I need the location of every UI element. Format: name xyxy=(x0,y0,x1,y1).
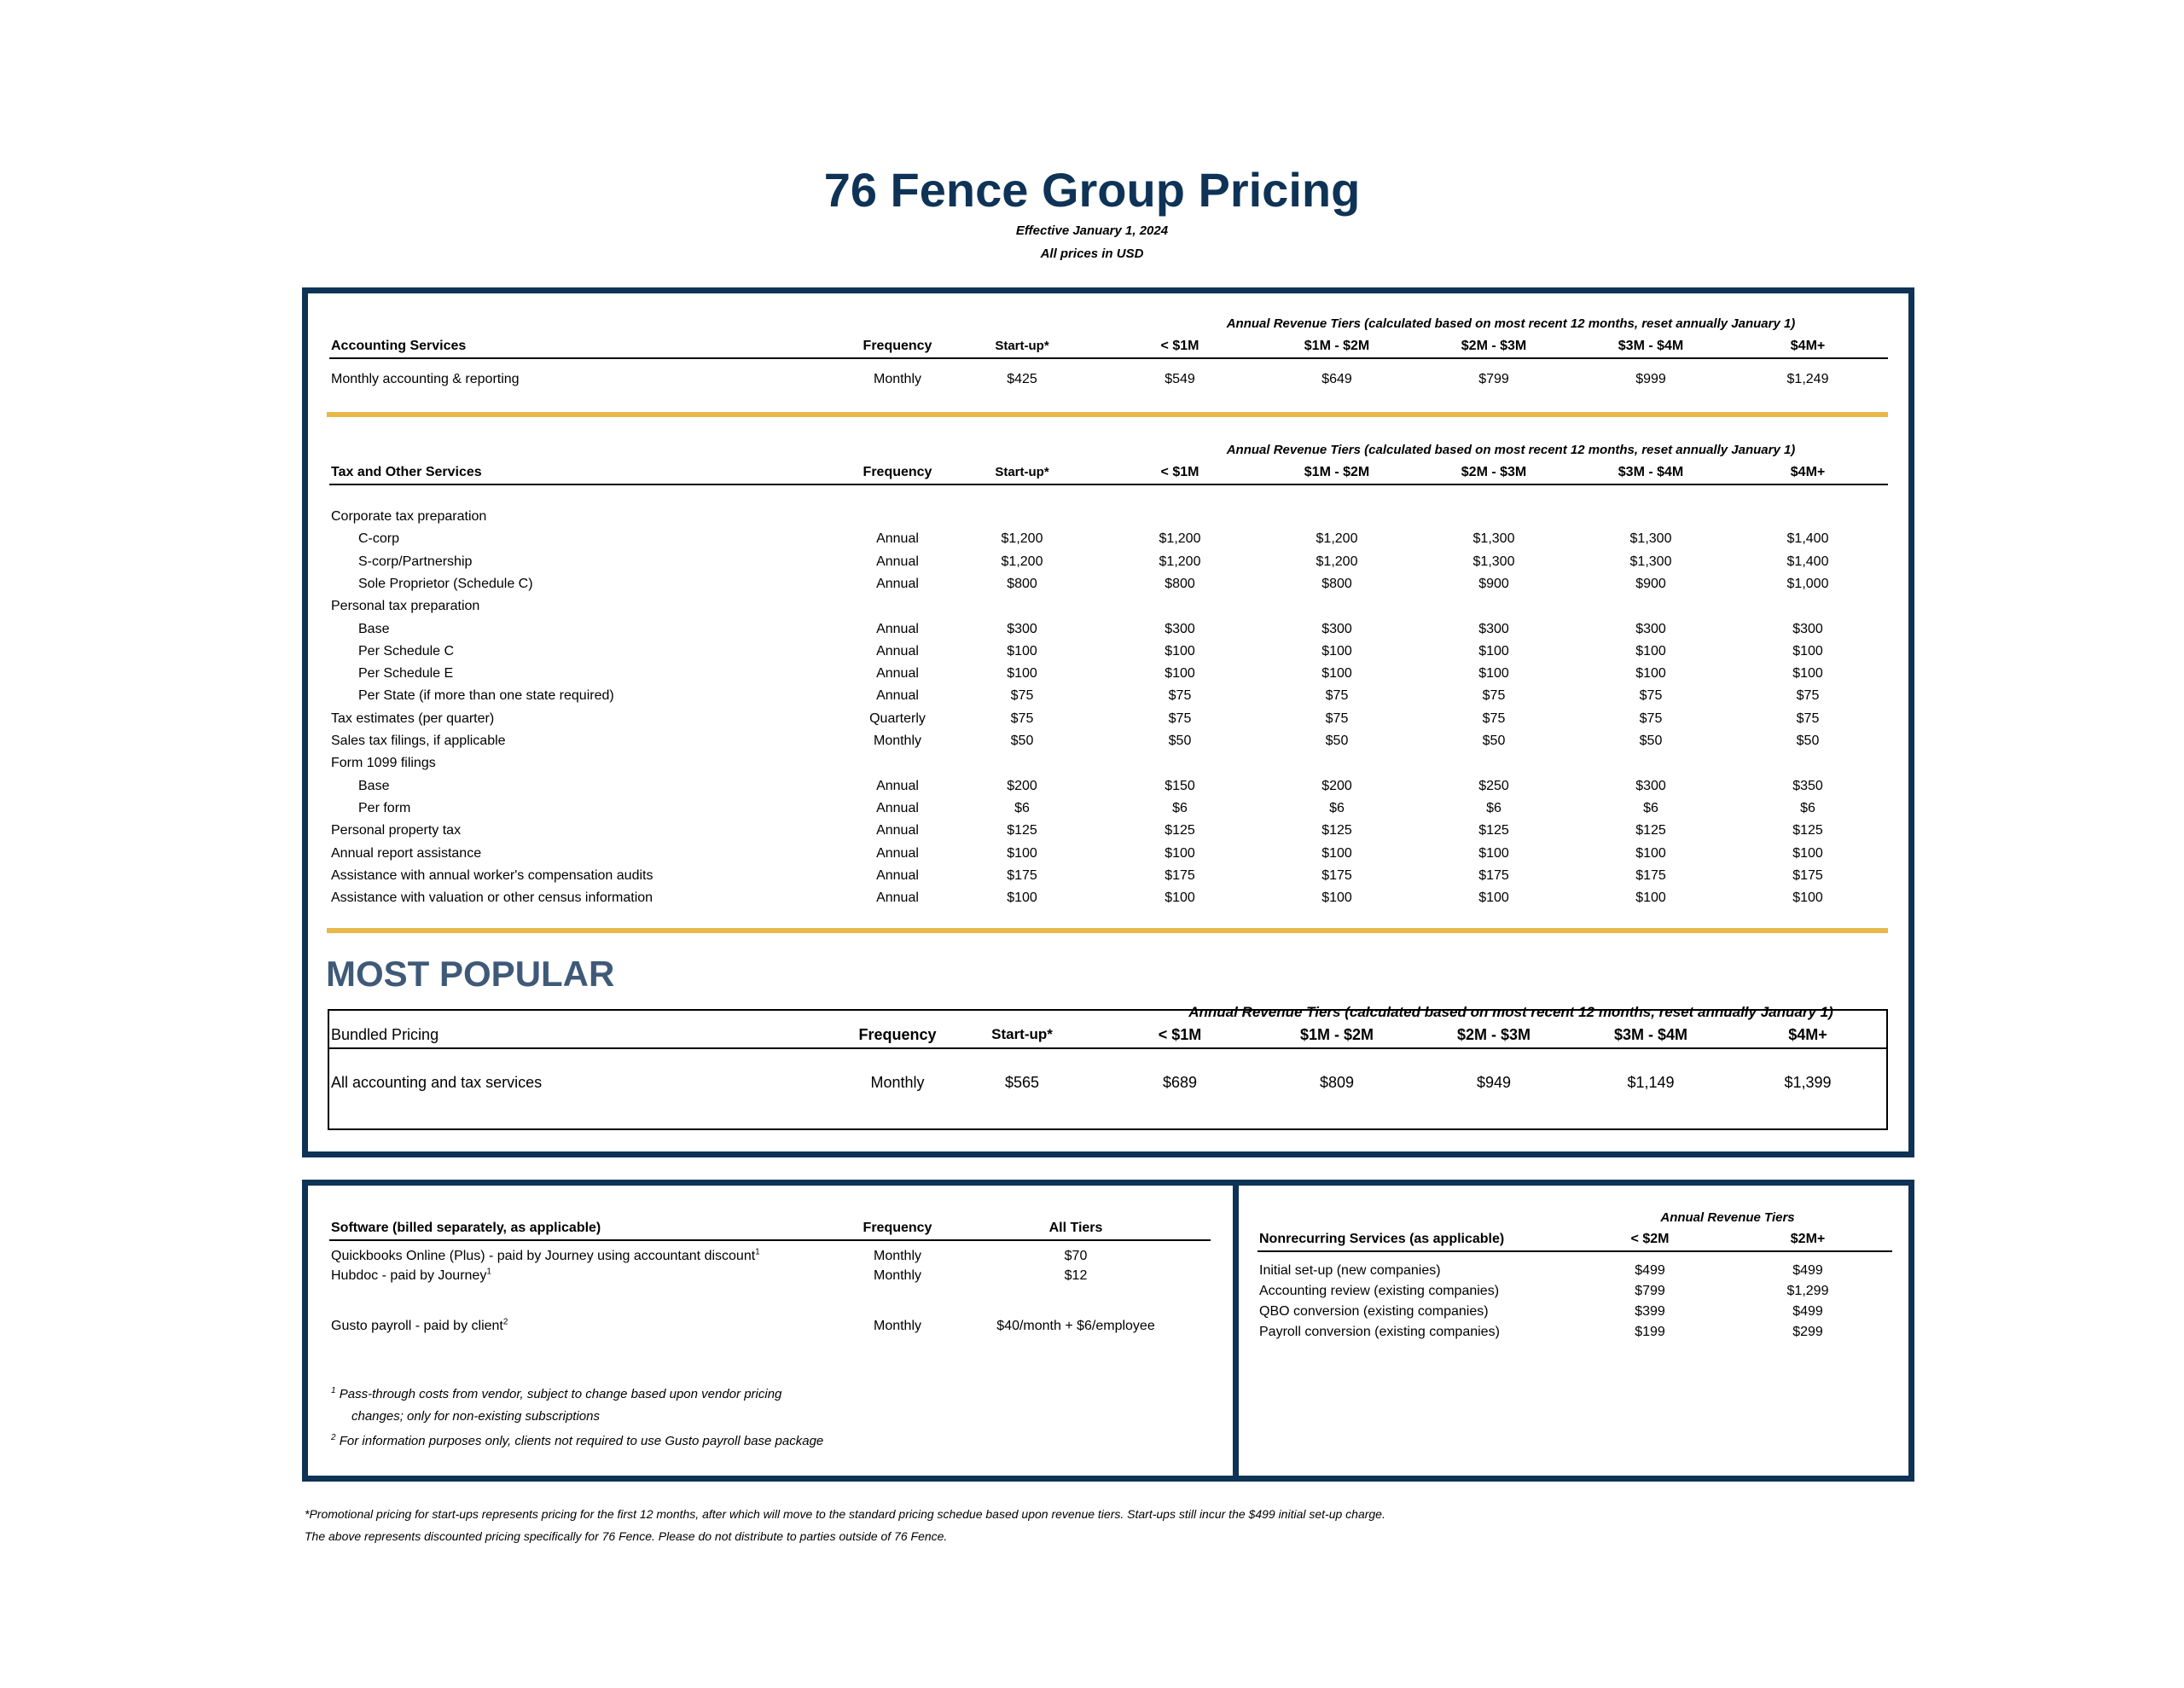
row-tier-price: $50 xyxy=(1168,734,1192,748)
row-tier-price: $100 xyxy=(1635,666,1666,682)
row-startup-price: $100 xyxy=(1007,643,1037,658)
software-frequency-header: Frequency xyxy=(863,1221,932,1235)
row-frequency: Annual xyxy=(876,531,919,547)
row-frequency: Annual xyxy=(876,554,919,569)
column-startup: Start-up* xyxy=(995,339,1049,353)
row-tier-price: $75 xyxy=(1796,711,1820,726)
row-tier-price: $100 xyxy=(1321,890,1352,906)
row-label: Personal property tax xyxy=(331,823,462,838)
row-frequency: Monthly xyxy=(873,372,922,386)
header-rule xyxy=(329,357,1888,359)
currency-note: All prices in USD xyxy=(1040,247,1144,261)
row-tier-price: $6 xyxy=(1800,800,1815,815)
row-tier-price: $549 xyxy=(1165,372,1195,386)
nonrecurring-tier-header: < $2M xyxy=(1630,1232,1670,1246)
row-label: Annual report assistance xyxy=(331,845,482,861)
row-tier-price: $50 xyxy=(1325,734,1349,748)
tier-caption: Annual Revenue Tiers (calculated based on most recent 12 months, reset annually January 1) xyxy=(1226,443,1796,457)
footer-note-distribution: The above represents discounted pricing specifically for 76 Fence. Please do not distribute to parties outside of 76 Fence. xyxy=(305,1529,948,1543)
footnote-continuation: changes; only for non-existing subscriptions xyxy=(351,1409,600,1424)
row-label: Tax estimates (per quarter) xyxy=(331,711,495,726)
row-tier-price: $1,400 xyxy=(1786,554,1829,569)
column-tier: $2M - $3M xyxy=(1461,465,1527,479)
row-startup-price: $6 xyxy=(1014,800,1030,815)
row-frequency: Annual xyxy=(876,688,919,704)
header-rule xyxy=(329,1047,1888,1049)
row-frequency: Annual xyxy=(876,800,919,815)
row-startup-price: $1,200 xyxy=(1001,531,1043,547)
row-tier-price: $50 xyxy=(1482,734,1506,748)
row-label: Sole Proprietor (Schedule C) xyxy=(358,576,533,591)
nonrecurring-row-price: $499 xyxy=(1792,1304,1823,1319)
header-rule xyxy=(329,1239,1211,1241)
column-startup: Start-up* xyxy=(995,465,1049,479)
row-tier-price: $300 xyxy=(1792,621,1823,636)
row-tier-price: $175 xyxy=(1321,867,1352,883)
row-tier-price: $689 xyxy=(1162,1074,1198,1091)
row-label: Sales tax filings, if applicable xyxy=(331,734,506,748)
row-tier-price: $100 xyxy=(1478,845,1509,861)
page-title: 76 Fence Group Pricing xyxy=(823,163,1361,217)
row-tier-price: $100 xyxy=(1478,666,1509,682)
row-startup-price: $200 xyxy=(1007,778,1037,793)
section-heading: Accounting Services xyxy=(331,339,467,353)
row-tier-price: $100 xyxy=(1321,666,1352,682)
row-tier-price: $6 xyxy=(1329,800,1345,815)
row-tier-price: $125 xyxy=(1321,823,1352,838)
row-frequency: Monthly xyxy=(870,1074,925,1091)
row-tier-price: $6 xyxy=(1643,800,1658,815)
row-tier-price: $175 xyxy=(1635,867,1666,883)
row-label: Form 1099 filings xyxy=(331,756,436,771)
row-tier-price: $75 xyxy=(1639,711,1663,726)
row-label: Monthly accounting & reporting xyxy=(331,372,520,386)
row-tier-price: $75 xyxy=(1168,688,1192,704)
section-divider xyxy=(327,412,1888,417)
row-label: Assistance with valuation or other census information xyxy=(331,890,653,906)
row-tier-price: $75 xyxy=(1325,711,1349,726)
row-label: Per form xyxy=(358,800,411,815)
row-tier-price: $75 xyxy=(1482,688,1506,704)
section-divider xyxy=(327,928,1888,933)
row-tier-price: $75 xyxy=(1639,688,1663,704)
row-tier-price: $799 xyxy=(1478,372,1509,386)
software-row-price: $40/month + $6/employee xyxy=(996,1319,1155,1333)
row-tier-price: $1,200 xyxy=(1159,531,1201,547)
row-tier-price: $125 xyxy=(1165,823,1195,838)
row-frequency: Annual xyxy=(876,666,919,682)
footnote-marker: 1 xyxy=(755,1247,760,1257)
column-tier: $1M - $2M xyxy=(1299,1026,1374,1043)
row-tier-price: $100 xyxy=(1321,845,1352,861)
row-frequency: Annual xyxy=(876,845,919,861)
row-tier-price: $1,399 xyxy=(1784,1074,1832,1091)
software-row-label xyxy=(331,1267,491,1285)
row-startup-price: $75 xyxy=(1010,688,1034,704)
row-startup-price: $175 xyxy=(1007,867,1037,883)
nonrecurring-heading: Nonrecurring Services (as applicable) xyxy=(1259,1232,1505,1246)
row-tier-price: $100 xyxy=(1792,643,1823,658)
row-label: Base xyxy=(358,621,390,636)
nonrecurring-row-label: Accounting review (existing companies) xyxy=(1259,1284,1500,1298)
row-startup-price: $565 xyxy=(1004,1074,1040,1091)
row-tier-price: $75 xyxy=(1168,711,1192,726)
nonrecurring-row-price: $499 xyxy=(1792,1263,1823,1278)
row-tier-price: $6 xyxy=(1486,800,1502,815)
column-frequency: Frequency xyxy=(863,339,932,353)
row-tier-price: $175 xyxy=(1792,867,1823,883)
row-label: Per Schedule E xyxy=(358,666,454,682)
effective-date: Effective January 1, 2024 xyxy=(1015,223,1169,238)
software-row-frequency: Monthly xyxy=(873,1249,922,1263)
row-tier-price: $800 xyxy=(1321,576,1352,591)
row-tier-price: $1,300 xyxy=(1472,531,1515,547)
column-frequency: Frequency xyxy=(863,465,932,479)
software-row-price: $70 xyxy=(1064,1249,1088,1263)
row-tier-price: $6 xyxy=(1172,800,1188,815)
row-tier-price: $100 xyxy=(1478,643,1509,658)
row-label: Corporate tax preparation xyxy=(331,509,487,524)
row-tier-price: $949 xyxy=(1476,1074,1512,1091)
column-tier: < $1M xyxy=(1160,339,1199,353)
row-tier-price: $100 xyxy=(1165,666,1195,682)
column-startup: Start-up* xyxy=(991,1026,1053,1042)
row-label: Base xyxy=(358,778,390,793)
software-row-label xyxy=(331,1318,508,1335)
column-frequency: Frequency xyxy=(858,1026,937,1043)
row-tier-price: $200 xyxy=(1321,778,1352,793)
row-tier-price: $809 xyxy=(1319,1074,1355,1091)
row-startup-price: $300 xyxy=(1007,621,1037,636)
column-tier: $4M+ xyxy=(1790,339,1826,353)
row-tier-price: $1,200 xyxy=(1316,554,1358,569)
footnote-marker: 2 xyxy=(502,1317,508,1327)
header-rule xyxy=(1258,1250,1892,1252)
row-frequency: Annual xyxy=(876,867,919,883)
row-tier-price: $175 xyxy=(1478,867,1509,883)
row-startup-price: $100 xyxy=(1007,666,1037,682)
row-tier-price: $1,000 xyxy=(1786,576,1829,591)
row-frequency: Annual xyxy=(876,576,919,591)
column-tier: $3M - $4M xyxy=(1618,339,1684,353)
software-row-label xyxy=(331,1248,760,1265)
row-tier-price: $300 xyxy=(1321,621,1352,636)
row-startup-price: $800 xyxy=(1007,576,1037,591)
row-tier-price: $50 xyxy=(1796,734,1820,748)
row-tier-price: $1,400 xyxy=(1786,531,1829,547)
row-tier-price: $999 xyxy=(1635,372,1666,386)
row-frequency: Annual xyxy=(876,890,919,906)
row-label: All accounting and tax services xyxy=(331,1074,543,1091)
row-tier-price: $150 xyxy=(1165,778,1195,793)
software-row-frequency: Monthly xyxy=(873,1319,922,1333)
software-name: Quickbooks Online (Plus) - paid by Journey using accountant discount xyxy=(331,1249,756,1263)
row-startup-price: $1,200 xyxy=(1001,554,1043,569)
column-tier: $2M - $3M xyxy=(1461,339,1527,353)
row-startup-price: $100 xyxy=(1007,890,1037,906)
footnote-text: For information purposes only, clients not required to use Gusto payroll base package xyxy=(339,1434,824,1448)
row-label: Assistance with annual worker's compensation audits xyxy=(331,867,653,883)
row-tier-price: $300 xyxy=(1635,778,1666,793)
row-tier-price: $100 xyxy=(1635,845,1666,861)
tier-caption: Annual Revenue Tiers (calculated based on most recent 12 months, reset annually January 1) xyxy=(1188,1004,1833,1020)
footer-note-startup: *Promotional pricing for start-ups represents pricing for the first 12 months, after which will move to the standard pricing schedue based upon revenue tiers. Start-ups still incur the $499 initial set-up charge. xyxy=(305,1507,1385,1521)
column-tier: $4M+ xyxy=(1788,1026,1827,1043)
section-heading: Bundled Pricing xyxy=(331,1026,439,1043)
nonrecurring-row-label: Payroll conversion (existing companies) xyxy=(1259,1325,1500,1339)
header-rule xyxy=(329,484,1888,485)
nonrecurring-row-price: $799 xyxy=(1635,1284,1665,1298)
row-tier-price: $900 xyxy=(1478,576,1509,591)
row-tier-price: $100 xyxy=(1165,845,1195,861)
row-frequency: Quarterly xyxy=(869,711,926,726)
footnote xyxy=(331,1386,781,1403)
row-tier-price: $100 xyxy=(1635,890,1666,906)
row-tier-price: $100 xyxy=(1165,643,1195,658)
row-tier-price: $800 xyxy=(1165,576,1195,591)
row-tier-price: $900 xyxy=(1635,576,1666,591)
row-tier-price: $300 xyxy=(1165,621,1195,636)
column-tier: $2M - $3M xyxy=(1456,1026,1531,1043)
row-frequency: Annual xyxy=(876,778,919,793)
nonrecurring-row-label: QBO conversion (existing companies) xyxy=(1259,1304,1489,1319)
column-tier: $1M - $2M xyxy=(1304,465,1370,479)
row-startup-price: $125 xyxy=(1007,823,1037,838)
row-tier-price: $1,300 xyxy=(1629,554,1672,569)
row-tier-price: $1,200 xyxy=(1316,531,1358,547)
row-frequency: Annual xyxy=(876,621,919,636)
row-tier-price: $100 xyxy=(1478,890,1509,906)
row-tier-price: $125 xyxy=(1635,823,1666,838)
row-frequency: Monthly xyxy=(873,734,922,748)
nonrecurring-row-price: $499 xyxy=(1635,1263,1665,1278)
row-tier-price: $1,300 xyxy=(1472,554,1515,569)
footnote-mark: 1 xyxy=(331,1386,336,1395)
row-label: S-corp/Partnership xyxy=(358,554,473,569)
software-heading: Software (billed separately, as applicable) xyxy=(331,1221,601,1235)
column-tier: $4M+ xyxy=(1790,465,1826,479)
software-name: Gusto payroll - paid by client xyxy=(331,1319,503,1333)
row-tier-price: $300 xyxy=(1635,621,1666,636)
nonrecurring-row-price: $1,299 xyxy=(1786,1284,1829,1298)
row-tier-price: $75 xyxy=(1325,688,1349,704)
row-frequency: Annual xyxy=(876,643,919,658)
row-label: Personal tax preparation xyxy=(331,599,480,614)
row-startup-price: $425 xyxy=(1007,372,1037,386)
column-tier: $3M - $4M xyxy=(1613,1026,1688,1043)
row-tier-price: $175 xyxy=(1165,867,1195,883)
footnote-marker: 1 xyxy=(486,1267,491,1277)
column-tier: < $1M xyxy=(1160,465,1199,479)
row-label: Per State (if more than one state required) xyxy=(358,688,614,704)
row-tier-price: $250 xyxy=(1478,778,1509,793)
footnote xyxy=(331,1433,823,1450)
footnote-mark: 2 xyxy=(331,1433,336,1442)
row-tier-price: $649 xyxy=(1321,372,1352,386)
row-tier-price: $1,300 xyxy=(1629,531,1672,547)
row-tier-price: $100 xyxy=(1165,890,1195,906)
column-tier: < $1M xyxy=(1158,1026,1202,1043)
row-tier-price: $100 xyxy=(1635,643,1666,658)
row-tier-price: $1,149 xyxy=(1627,1074,1675,1091)
row-tier-price: $100 xyxy=(1792,666,1823,682)
row-label: Per Schedule C xyxy=(358,643,455,658)
column-tier: $3M - $4M xyxy=(1618,465,1684,479)
row-tier-price: $1,249 xyxy=(1786,372,1829,386)
row-tier-price: $75 xyxy=(1796,688,1820,704)
footnote-text: Pass-through costs from vendor, subject to change based upon vendor pricing xyxy=(339,1387,782,1401)
row-tier-price: $100 xyxy=(1792,890,1823,906)
row-startup-price: $50 xyxy=(1010,734,1034,748)
software-name: Hubdoc - paid by Journey xyxy=(331,1268,487,1283)
most-popular-banner: MOST POPULAR xyxy=(326,954,615,994)
software-row-price: $12 xyxy=(1064,1268,1088,1283)
row-tier-price: $300 xyxy=(1478,621,1509,636)
nonrecurring-tier-caption: Annual Revenue Tiers xyxy=(1660,1210,1795,1225)
section-heading: Tax and Other Services xyxy=(331,465,482,479)
nonrecurring-row-label: Initial set-up (new companies) xyxy=(1259,1263,1441,1278)
row-tier-price: $1,200 xyxy=(1159,554,1201,569)
row-tier-price: $125 xyxy=(1792,823,1823,838)
software-row-frequency: Monthly xyxy=(873,1268,922,1283)
row-tier-price: $100 xyxy=(1792,845,1823,861)
row-frequency: Annual xyxy=(876,823,919,838)
row-tier-price: $100 xyxy=(1321,643,1352,658)
nonrecurring-row-price: $199 xyxy=(1635,1325,1665,1339)
row-tier-price: $75 xyxy=(1482,711,1506,726)
software-all-tiers-header: All Tiers xyxy=(1048,1221,1103,1235)
row-tier-price: $350 xyxy=(1792,778,1823,793)
row-tier-price: $125 xyxy=(1478,823,1509,838)
tier-caption: Annual Revenue Tiers (calculated based on most recent 12 months, reset annually January 1) xyxy=(1226,316,1796,331)
row-startup-price: $100 xyxy=(1007,845,1037,861)
nonrecurring-row-price: $299 xyxy=(1792,1325,1823,1339)
row-label: C-corp xyxy=(358,531,400,547)
nonrecurring-row-price: $399 xyxy=(1635,1304,1665,1319)
row-startup-price: $75 xyxy=(1010,711,1034,726)
nonrecurring-tier-header: $2M+ xyxy=(1790,1232,1826,1246)
column-tier: $1M - $2M xyxy=(1304,339,1370,353)
row-tier-price: $50 xyxy=(1639,734,1663,748)
